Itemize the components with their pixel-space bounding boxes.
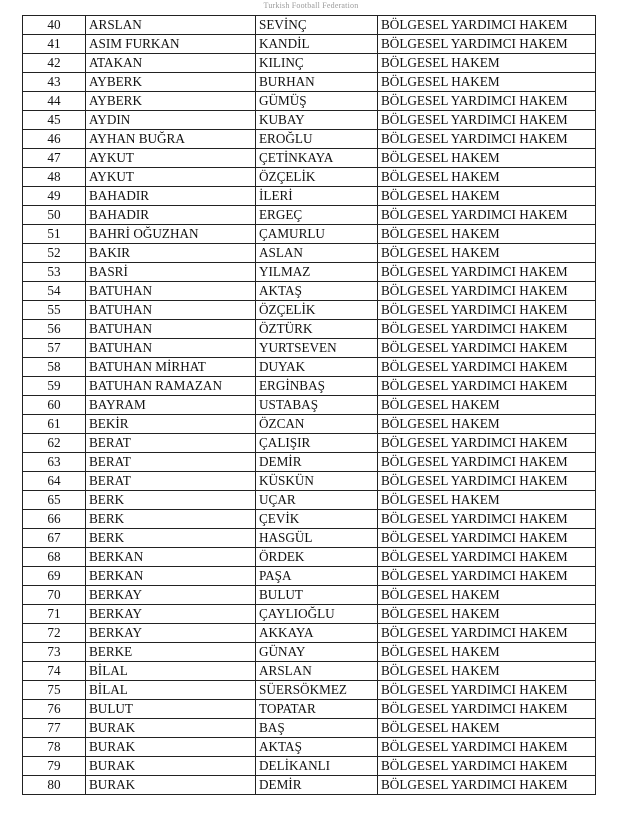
table-row [23, 187, 596, 206]
cell-classification: BÖLGESEL YARDIMCI HAKEM [378, 282, 596, 301]
cell-classification: BÖLGESEL YARDIMCI HAKEM [378, 35, 596, 54]
cell-first-name: AYBERK [86, 92, 256, 111]
table-row [23, 244, 596, 263]
table-row [23, 358, 596, 377]
cell-number: 56 [23, 320, 86, 339]
cell-first-name: BEKİR [86, 415, 256, 434]
cell-last-name: ÇAMURLU [256, 225, 378, 244]
cell-first-name: BATUHAN [86, 301, 256, 320]
cell-first-name: BATUHAN MİRHAT [86, 358, 256, 377]
cell-classification: BÖLGESEL YARDIMCI HAKEM [378, 757, 596, 776]
cell-classification: BÖLGESEL YARDIMCI HAKEM [378, 453, 596, 472]
cell-number: 80 [23, 776, 86, 795]
cell-number: 57 [23, 339, 86, 358]
cell-last-name: ERGİNBAŞ [256, 377, 378, 396]
referee-table-body [23, 16, 596, 795]
table-row [23, 681, 596, 700]
cell-number: 50 [23, 206, 86, 225]
cell-first-name: BERKE [86, 643, 256, 662]
cell-first-name: BAHRİ OĞUZHAN [86, 225, 256, 244]
cell-number: 73 [23, 643, 86, 662]
table-row [23, 757, 596, 776]
table-row [23, 719, 596, 738]
cell-number: 53 [23, 263, 86, 282]
cell-classification: BÖLGESEL HAKEM [378, 643, 596, 662]
cell-number: 46 [23, 130, 86, 149]
table-row [23, 206, 596, 225]
cell-classification: BÖLGESEL YARDIMCI HAKEM [378, 529, 596, 548]
cell-first-name: ASIM FURKAN [86, 35, 256, 54]
cell-number: 68 [23, 548, 86, 567]
cell-classification: BÖLGESEL YARDIMCI HAKEM [378, 92, 596, 111]
cell-first-name: BURAK [86, 776, 256, 795]
cell-last-name: BURHAN [256, 73, 378, 92]
cell-classification: BÖLGESEL YARDIMCI HAKEM [378, 358, 596, 377]
cell-number: 65 [23, 491, 86, 510]
table-row [23, 548, 596, 567]
cell-number: 55 [23, 301, 86, 320]
cell-first-name: AYHAN BUĞRA [86, 130, 256, 149]
cell-first-name: ARSLAN [86, 16, 256, 35]
cell-last-name: DUYAK [256, 358, 378, 377]
cell-last-name: GÜMÜŞ [256, 92, 378, 111]
table-row [23, 149, 596, 168]
cell-number: 51 [23, 225, 86, 244]
table-row [23, 111, 596, 130]
cell-number: 40 [23, 16, 86, 35]
cell-number: 67 [23, 529, 86, 548]
cell-first-name: BATUHAN [86, 339, 256, 358]
cell-first-name: BATUHAN [86, 282, 256, 301]
cell-first-name: AYKUT [86, 149, 256, 168]
table-row [23, 643, 596, 662]
cell-last-name: KUBAY [256, 111, 378, 130]
cell-classification: BÖLGESEL HAKEM [378, 396, 596, 415]
cell-classification: BÖLGESEL HAKEM [378, 586, 596, 605]
cell-classification: BÖLGESEL YARDIMCI HAKEM [378, 206, 596, 225]
cell-number: 62 [23, 434, 86, 453]
cell-classification: BÖLGESEL YARDIMCI HAKEM [378, 700, 596, 719]
cell-classification: BÖLGESEL YARDIMCI HAKEM [378, 339, 596, 358]
cell-last-name: AKTAŞ [256, 738, 378, 757]
cell-first-name: BAKIR [86, 244, 256, 263]
cell-number: 49 [23, 187, 86, 206]
cell-last-name: İLERİ [256, 187, 378, 206]
cell-last-name: GÜNAY [256, 643, 378, 662]
cell-last-name: KANDİL [256, 35, 378, 54]
cell-first-name: AYBERK [86, 73, 256, 92]
cell-last-name: USTABAŞ [256, 396, 378, 415]
cell-number: 48 [23, 168, 86, 187]
cell-last-name: ÖZCAN [256, 415, 378, 434]
cell-last-name: SEVİNÇ [256, 16, 378, 35]
cell-number: 74 [23, 662, 86, 681]
cell-number: 64 [23, 472, 86, 491]
cell-classification: BÖLGESEL HAKEM [378, 73, 596, 92]
cell-number: 44 [23, 92, 86, 111]
cell-classification: BÖLGESEL YARDIMCI HAKEM [378, 16, 596, 35]
table-row [23, 35, 596, 54]
table-row [23, 54, 596, 73]
cell-last-name: ARSLAN [256, 662, 378, 681]
cell-first-name: BERKAN [86, 567, 256, 586]
table-row [23, 662, 596, 681]
cell-first-name: BERK [86, 510, 256, 529]
table-row [23, 529, 596, 548]
table-row [23, 282, 596, 301]
table-row [23, 776, 596, 795]
cell-last-name: ÇEVİK [256, 510, 378, 529]
cell-first-name: BİLAL [86, 662, 256, 681]
cell-first-name: BATUHAN RAMAZAN [86, 377, 256, 396]
table-row [23, 73, 596, 92]
table-row [23, 377, 596, 396]
cell-first-name: BERAT [86, 453, 256, 472]
cell-first-name: BERKAY [86, 624, 256, 643]
cell-number: 41 [23, 35, 86, 54]
table-row [23, 700, 596, 719]
cell-last-name: SÜERSÖKMEZ [256, 681, 378, 700]
cell-last-name: KILINÇ [256, 54, 378, 73]
cell-last-name: TOPATAR [256, 700, 378, 719]
cell-number: 63 [23, 453, 86, 472]
table-row [23, 168, 596, 187]
table-row [23, 567, 596, 586]
cell-last-name: PAŞA [256, 567, 378, 586]
cell-first-name: BAYRAM [86, 396, 256, 415]
cell-number: 61 [23, 415, 86, 434]
table-row [23, 434, 596, 453]
cell-first-name: BERKAN [86, 548, 256, 567]
cell-classification: BÖLGESEL YARDIMCI HAKEM [378, 301, 596, 320]
table-row [23, 225, 596, 244]
cell-last-name: ÖZÇELİK [256, 168, 378, 187]
cell-classification: BÖLGESEL HAKEM [378, 605, 596, 624]
table-row [23, 624, 596, 643]
cell-first-name: ATAKAN [86, 54, 256, 73]
table-row [23, 320, 596, 339]
table-row [23, 605, 596, 624]
cell-classification: BÖLGESEL HAKEM [378, 719, 596, 738]
table-row [23, 396, 596, 415]
cell-classification: BÖLGESEL HAKEM [378, 415, 596, 434]
cell-last-name: ÇAYLIOĞLU [256, 605, 378, 624]
cell-number: 79 [23, 757, 86, 776]
cell-first-name: BİLAL [86, 681, 256, 700]
cell-first-name: BURAK [86, 757, 256, 776]
cell-classification: BÖLGESEL HAKEM [378, 54, 596, 73]
cell-number: 45 [23, 111, 86, 130]
table-row [23, 16, 596, 35]
cell-classification: BÖLGESEL YARDIMCI HAKEM [378, 738, 596, 757]
cell-classification: BÖLGESEL YARDIMCI HAKEM [378, 472, 596, 491]
cell-last-name: ÇETİNKAYA [256, 149, 378, 168]
cell-number: 47 [23, 149, 86, 168]
cell-number: 66 [23, 510, 86, 529]
cell-last-name: BAŞ [256, 719, 378, 738]
cell-first-name: BERK [86, 491, 256, 510]
cell-classification: BÖLGESEL HAKEM [378, 149, 596, 168]
cell-last-name: ÖRDEK [256, 548, 378, 567]
watermark-text: Turkish Football Federation [263, 1, 359, 10]
cell-first-name: BAHADIR [86, 187, 256, 206]
cell-first-name: BERAT [86, 434, 256, 453]
cell-last-name: BULUT [256, 586, 378, 605]
cell-last-name: AKTAŞ [256, 282, 378, 301]
cell-classification: BÖLGESEL HAKEM [378, 491, 596, 510]
cell-classification: BÖLGESEL YARDIMCI HAKEM [378, 377, 596, 396]
cell-classification: BÖLGESEL YARDIMCI HAKEM [378, 263, 596, 282]
table-row [23, 339, 596, 358]
cell-first-name: BURAK [86, 738, 256, 757]
table-row [23, 510, 596, 529]
cell-number: 76 [23, 700, 86, 719]
cell-classification: BÖLGESEL HAKEM [378, 244, 596, 263]
cell-last-name: ASLAN [256, 244, 378, 263]
cell-classification: BÖLGESEL YARDIMCI HAKEM [378, 548, 596, 567]
cell-classification: BÖLGESEL YARDIMCI HAKEM [378, 776, 596, 795]
cell-classification: BÖLGESEL HAKEM [378, 225, 596, 244]
table-row [23, 415, 596, 434]
cell-first-name: BERKAY [86, 586, 256, 605]
cell-first-name: BURAK [86, 719, 256, 738]
cell-last-name: YURTSEVEN [256, 339, 378, 358]
cell-classification: BÖLGESEL YARDIMCI HAKEM [378, 510, 596, 529]
cell-number: 54 [23, 282, 86, 301]
cell-last-name: YILMAZ [256, 263, 378, 282]
cell-last-name: ÖZÇELİK [256, 301, 378, 320]
cell-number: 71 [23, 605, 86, 624]
cell-last-name: UÇAR [256, 491, 378, 510]
cell-first-name: BULUT [86, 700, 256, 719]
cell-number: 70 [23, 586, 86, 605]
cell-last-name: DELİKANLI [256, 757, 378, 776]
cell-first-name: BATUHAN [86, 320, 256, 339]
cell-last-name: AKKAYA [256, 624, 378, 643]
table-row [23, 301, 596, 320]
cell-classification: BÖLGESEL HAKEM [378, 662, 596, 681]
cell-number: 75 [23, 681, 86, 700]
table-row [23, 472, 596, 491]
cell-first-name: BAHADIR [86, 206, 256, 225]
cell-last-name: EROĞLU [256, 130, 378, 149]
cell-last-name: ÇALIŞIR [256, 434, 378, 453]
cell-first-name: BERK [86, 529, 256, 548]
cell-number: 43 [23, 73, 86, 92]
cell-classification: BÖLGESEL YARDIMCI HAKEM [378, 434, 596, 453]
table-row [23, 738, 596, 757]
cell-last-name: DEMİR [256, 453, 378, 472]
cell-first-name: AYDIN [86, 111, 256, 130]
cell-classification: BÖLGESEL YARDIMCI HAKEM [378, 567, 596, 586]
cell-classification: BÖLGESEL YARDIMCI HAKEM [378, 681, 596, 700]
cell-classification: BÖLGESEL HAKEM [378, 187, 596, 206]
cell-number: 69 [23, 567, 86, 586]
cell-classification: BÖLGESEL HAKEM [378, 168, 596, 187]
cell-number: 58 [23, 358, 86, 377]
cell-last-name: DEMİR [256, 776, 378, 795]
cell-number: 72 [23, 624, 86, 643]
cell-last-name: ÖZTÜRK [256, 320, 378, 339]
table-row [23, 586, 596, 605]
cell-number: 60 [23, 396, 86, 415]
cell-number: 52 [23, 244, 86, 263]
table-row [23, 263, 596, 282]
cell-last-name: KÜSKÜN [256, 472, 378, 491]
cell-number: 78 [23, 738, 86, 757]
cell-classification: BÖLGESEL YARDIMCI HAKEM [378, 624, 596, 643]
table-row [23, 453, 596, 472]
cell-last-name: ERGEÇ [256, 206, 378, 225]
table-row [23, 130, 596, 149]
table-row [23, 92, 596, 111]
cell-number: 42 [23, 54, 86, 73]
cell-last-name: HASGÜL [256, 529, 378, 548]
cell-first-name: AYKUT [86, 168, 256, 187]
cell-first-name: BASRİ [86, 263, 256, 282]
cell-classification: BÖLGESEL YARDIMCI HAKEM [378, 320, 596, 339]
referee-table [22, 15, 596, 795]
cell-number: 59 [23, 377, 86, 396]
cell-classification: BÖLGESEL YARDIMCI HAKEM [378, 130, 596, 149]
cell-number: 77 [23, 719, 86, 738]
cell-classification: BÖLGESEL YARDIMCI HAKEM [378, 111, 596, 130]
cell-first-name: BERKAY [86, 605, 256, 624]
cell-first-name: BERAT [86, 472, 256, 491]
table-row [23, 491, 596, 510]
